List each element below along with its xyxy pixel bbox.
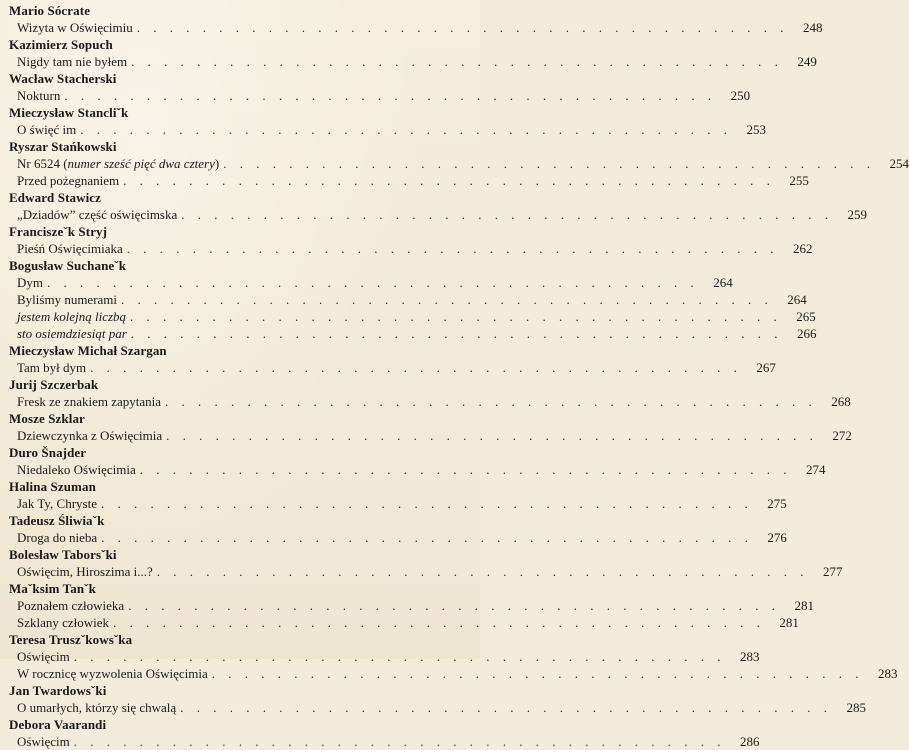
toc-entry [9, 308, 816, 325]
page-number: 259 [847, 207, 868, 222]
toc-entry [9, 597, 814, 614]
page-number: 255 [789, 173, 809, 188]
poem-title: Dziewczynka z Oświęcimia [17, 428, 163, 443]
entry-line [17, 529, 787, 546]
author-name: Halina Szuman [9, 479, 96, 494]
poem-title: Nokturn [17, 88, 61, 103]
dot-leader: . . . . . . . . . . . . . . . . . . . . . . . . . . . . . . . . . . . . . . . . [80, 122, 732, 137]
dot-leader: . . . . . . . . . . . . . . . . . . . . . . . . . . . . . . . . . . . . . . . . [136, 20, 789, 35]
dot-leader: . . . . . . . . . . . . . . . . . . . . . . . . . . . . . . . . . . . . . . . . [128, 598, 780, 613]
dot-leader: . . . . . . . . . . . . . . . . . . . . . . . . . . . . . . . . . . . . . . . . [113, 615, 765, 630]
dot-leader: . . . . . . . . . . . . . . . . . . . . . . . . . . . . . . . . . . . . . . . . [64, 88, 717, 103]
entry-line [17, 53, 817, 70]
page-number: 249 [797, 54, 817, 69]
poem-title: W rocznicę wyzwolenia Oświęcimia [17, 666, 208, 681]
page-number: 285 [846, 700, 866, 715]
poem-title: Nr 6524 (numer sześć pięć dwa cztery) [17, 156, 220, 171]
poem-title: Tam był dym [17, 360, 87, 375]
dot-leader: . . . . . . . . . . . . . . . . . . . . . . . . . . . . . . . . . . . . . . . . [165, 394, 817, 409]
page-number: 253 [746, 122, 766, 137]
toc-entry [9, 393, 851, 410]
author-name: Mosze Szklar [9, 411, 85, 426]
entry-line [17, 733, 760, 750]
entry-line [17, 359, 776, 376]
page-number: 254 [889, 156, 909, 171]
poem-title: sto osiemdziesiąt par [17, 326, 127, 341]
entry-line [17, 563, 843, 580]
page-number: 272 [832, 428, 852, 443]
poem-title: O umarłych, którzy się chwalą [17, 700, 177, 715]
page-number: 262 [793, 241, 813, 256]
entry-line [17, 699, 866, 716]
author-name: Wacław Stacherski [9, 71, 117, 86]
author-name: Mario Sócrate [9, 3, 91, 18]
toc-entry [9, 240, 813, 257]
page-number: 264 [713, 275, 733, 290]
poem-title: Przed pożegnaniem [17, 173, 120, 188]
author-name: Duro Šnajder [9, 445, 87, 460]
dot-leader: . . . . . . . . . . . . . . . . . . . . . . . . . . . . . . . . . . . . . . . . [101, 530, 753, 545]
entry-line [17, 291, 807, 308]
entry-line [17, 495, 787, 512]
toc-entry [9, 172, 809, 189]
dot-leader: . . . . . . . . . . . . . . . . . . . . . . . . . . . . . . . . . . . . . . . . [166, 428, 818, 443]
poem-title: „Dziadów” część oświęcimska [17, 207, 178, 222]
author-name: Jurij Szczerbak [9, 377, 99, 392]
page-number: 274 [806, 462, 826, 477]
dot-leader: . . . . . . . . . . . . . . . . . . . . . . . . . . . . . . . . . . . . . . . . [121, 292, 773, 307]
poem-title: Wizyta w Oświęcimiu [17, 20, 133, 35]
dot-leader: . . . . . . . . . . . . . . . . . . . . . . . . . . . . . . . . . . . . . . . . [211, 666, 864, 681]
entry-line [17, 614, 799, 631]
poem-title: Byliśmy numerami [17, 292, 118, 307]
dot-leader: . . . . . . . . . . . . . . . . . . . . . . . . . . . . . . . . . . . . . . . . [130, 326, 783, 341]
author-name: Ryszar Stańkowski [9, 139, 117, 154]
author-name: Edward Stawicz [9, 190, 102, 205]
page-number: 276 [767, 530, 787, 545]
entry-line [17, 308, 816, 325]
entry-line [17, 393, 851, 410]
entry-line [17, 240, 813, 257]
entry-line [17, 325, 817, 342]
page-number: 267 [756, 360, 776, 375]
toc-entry [9, 699, 866, 716]
page-number: 281 [779, 615, 799, 630]
poem-title: Dym [17, 275, 43, 290]
page-number: 275 [767, 496, 787, 511]
dot-leader: . . . . . . . . . . . . . . . . . . . . . . . . . . . . . . . . . . . . . . . . [126, 241, 779, 256]
dot-leader: . . . . . . . . . . . . . . . . . . . . . . . . . . . . . . . . . . . . . . . . [47, 275, 699, 290]
poem-title: Poznałem człowieka [17, 598, 125, 613]
toc-entry [9, 359, 776, 376]
dot-leader: . . . . . . . . . . . . . . . . . . . . . . . . . . . . . . . . . . . . . . . . [139, 462, 792, 477]
author-name: Kazimierz Sopuch [9, 37, 113, 52]
entry-line [17, 597, 814, 614]
dot-leader: . . . . . . . . . . . . . . . . . . . . . . . . . . . . . . . . . . . . . . . . [73, 649, 726, 664]
entry-line [17, 274, 733, 291]
toc-entry [9, 427, 852, 444]
page-number: 250 [730, 88, 751, 103]
toc-entry [9, 53, 817, 70]
dot-leader: . . . . . . . . . . . . . . . . . . . . . . . . . . . . . . . . . . . . . . . . [156, 564, 809, 579]
poem-title: jestem kolejną liczbą [17, 309, 127, 324]
dot-leader: . . . . . . . . . . . . . . . . . . . . . . . . . . . . . . . . . . . . . . . . [130, 309, 782, 324]
author-name: Maˇksim Tanˇk [9, 581, 96, 596]
entry-line [17, 155, 909, 172]
page-number: 266 [797, 326, 817, 341]
toc-entry [9, 325, 817, 342]
toc-entry [9, 733, 760, 750]
poem-title: Nigdy tam nie byłem [17, 54, 128, 69]
toc-entry [9, 274, 733, 291]
entry-line [17, 665, 898, 682]
entry-line [17, 461, 826, 478]
entry-line [17, 648, 760, 665]
author-name: Tadeusz Śliwiaˇk [9, 513, 105, 528]
table-of-contents [9, 2, 909, 750]
poem-title: Droga do nieba [17, 530, 98, 545]
author-name: Bogusław Suchaneˇk [9, 258, 127, 273]
dot-leader: . . . . . . . . . . . . . . . . . . . . . . . . . . . . . . . . . . . . . . . . [181, 207, 834, 222]
author-name: Mieczysław Michał Szargan [9, 343, 167, 358]
page-number: 286 [739, 734, 760, 749]
toc-entry [9, 461, 826, 478]
author-name: Debora Vaarandi [9, 717, 107, 732]
dot-leader: . . . . . . . . . . . . . . . . . . . . . . . . . . . . . . . . . . . . . . . . [90, 360, 742, 375]
page-number: 277 [823, 564, 843, 579]
poem-title: Szklany człowiek [17, 615, 110, 630]
poem-title: Oświęcim [17, 649, 70, 664]
page-number: 265 [796, 309, 816, 324]
page-number: 248 [802, 20, 823, 35]
poem-title: O święć im [17, 122, 77, 137]
entry-line [17, 206, 868, 223]
author-name: Mieczysław Stancliˇk [9, 105, 129, 120]
poem-title: Niedaleko Oświęcimia [17, 462, 136, 477]
page-number: 281 [794, 598, 814, 613]
poem-title: Oświęcim, Hiroszima i...? [17, 564, 153, 579]
toc-entry [9, 614, 799, 631]
page-number: 283 [739, 649, 760, 664]
poem-title: Jak Ty, Chryste [17, 496, 97, 511]
toc-entry [9, 563, 843, 580]
author-name: Franciszeˇk Stryj [9, 224, 108, 239]
toc-entry [9, 648, 760, 665]
entry-line [17, 172, 809, 189]
toc-entry [9, 665, 898, 682]
dot-leader: . . . . . . . . . . . . . . . . . . . . . . . . . . . . . . . . . . . . . . . . [123, 173, 775, 188]
dot-leader: . . . . . . . . . . . . . . . . . . . . . . . . . . . . . . . . . . . . . . . . [180, 700, 832, 715]
toc-entry [9, 206, 868, 223]
dot-leader: . . . . . . . . . . . . . . . . . . . . . . . . . . . . . . . . . . . . . . . . [223, 156, 875, 171]
toc-entry [9, 529, 787, 546]
dot-leader: . . . . . . . . . . . . . . . . . . . . . . . . . . . . . . . . . . . . . . . . [100, 496, 753, 511]
author-name: Bolesław Taborsˇki [9, 547, 117, 562]
poem-title: Fresk ze znakiem zapytania [17, 394, 162, 409]
author-name: Jan Twardowsˇki [9, 683, 107, 698]
toc-entry [9, 155, 909, 172]
toc-entry [9, 495, 787, 512]
toc-entry [9, 291, 807, 308]
author-name: Teresa Truszˇkowsˇka [9, 632, 133, 647]
dot-leader: . . . . . . . . . . . . . . . . . . . . . . . . . . . . . . . . . . . . . . . . [73, 734, 726, 749]
dot-leader: . . . . . . . . . . . . . . . . . . . . . . . . . . . . . . . . . . . . . . . . [131, 54, 783, 69]
entry-line [17, 19, 823, 36]
entry-line [17, 121, 766, 138]
toc-entry [9, 87, 751, 104]
page-number: 268 [831, 394, 851, 409]
toc-entry [9, 121, 766, 138]
page-number: 264 [787, 292, 807, 307]
entry-line [17, 87, 751, 104]
poem-title: Oświęcim [17, 734, 70, 749]
entry-line [17, 427, 852, 444]
poem-title: Pieśń Oświęcimiaka [17, 241, 123, 256]
page-number: 283 [877, 666, 898, 681]
toc-entry [9, 19, 823, 36]
